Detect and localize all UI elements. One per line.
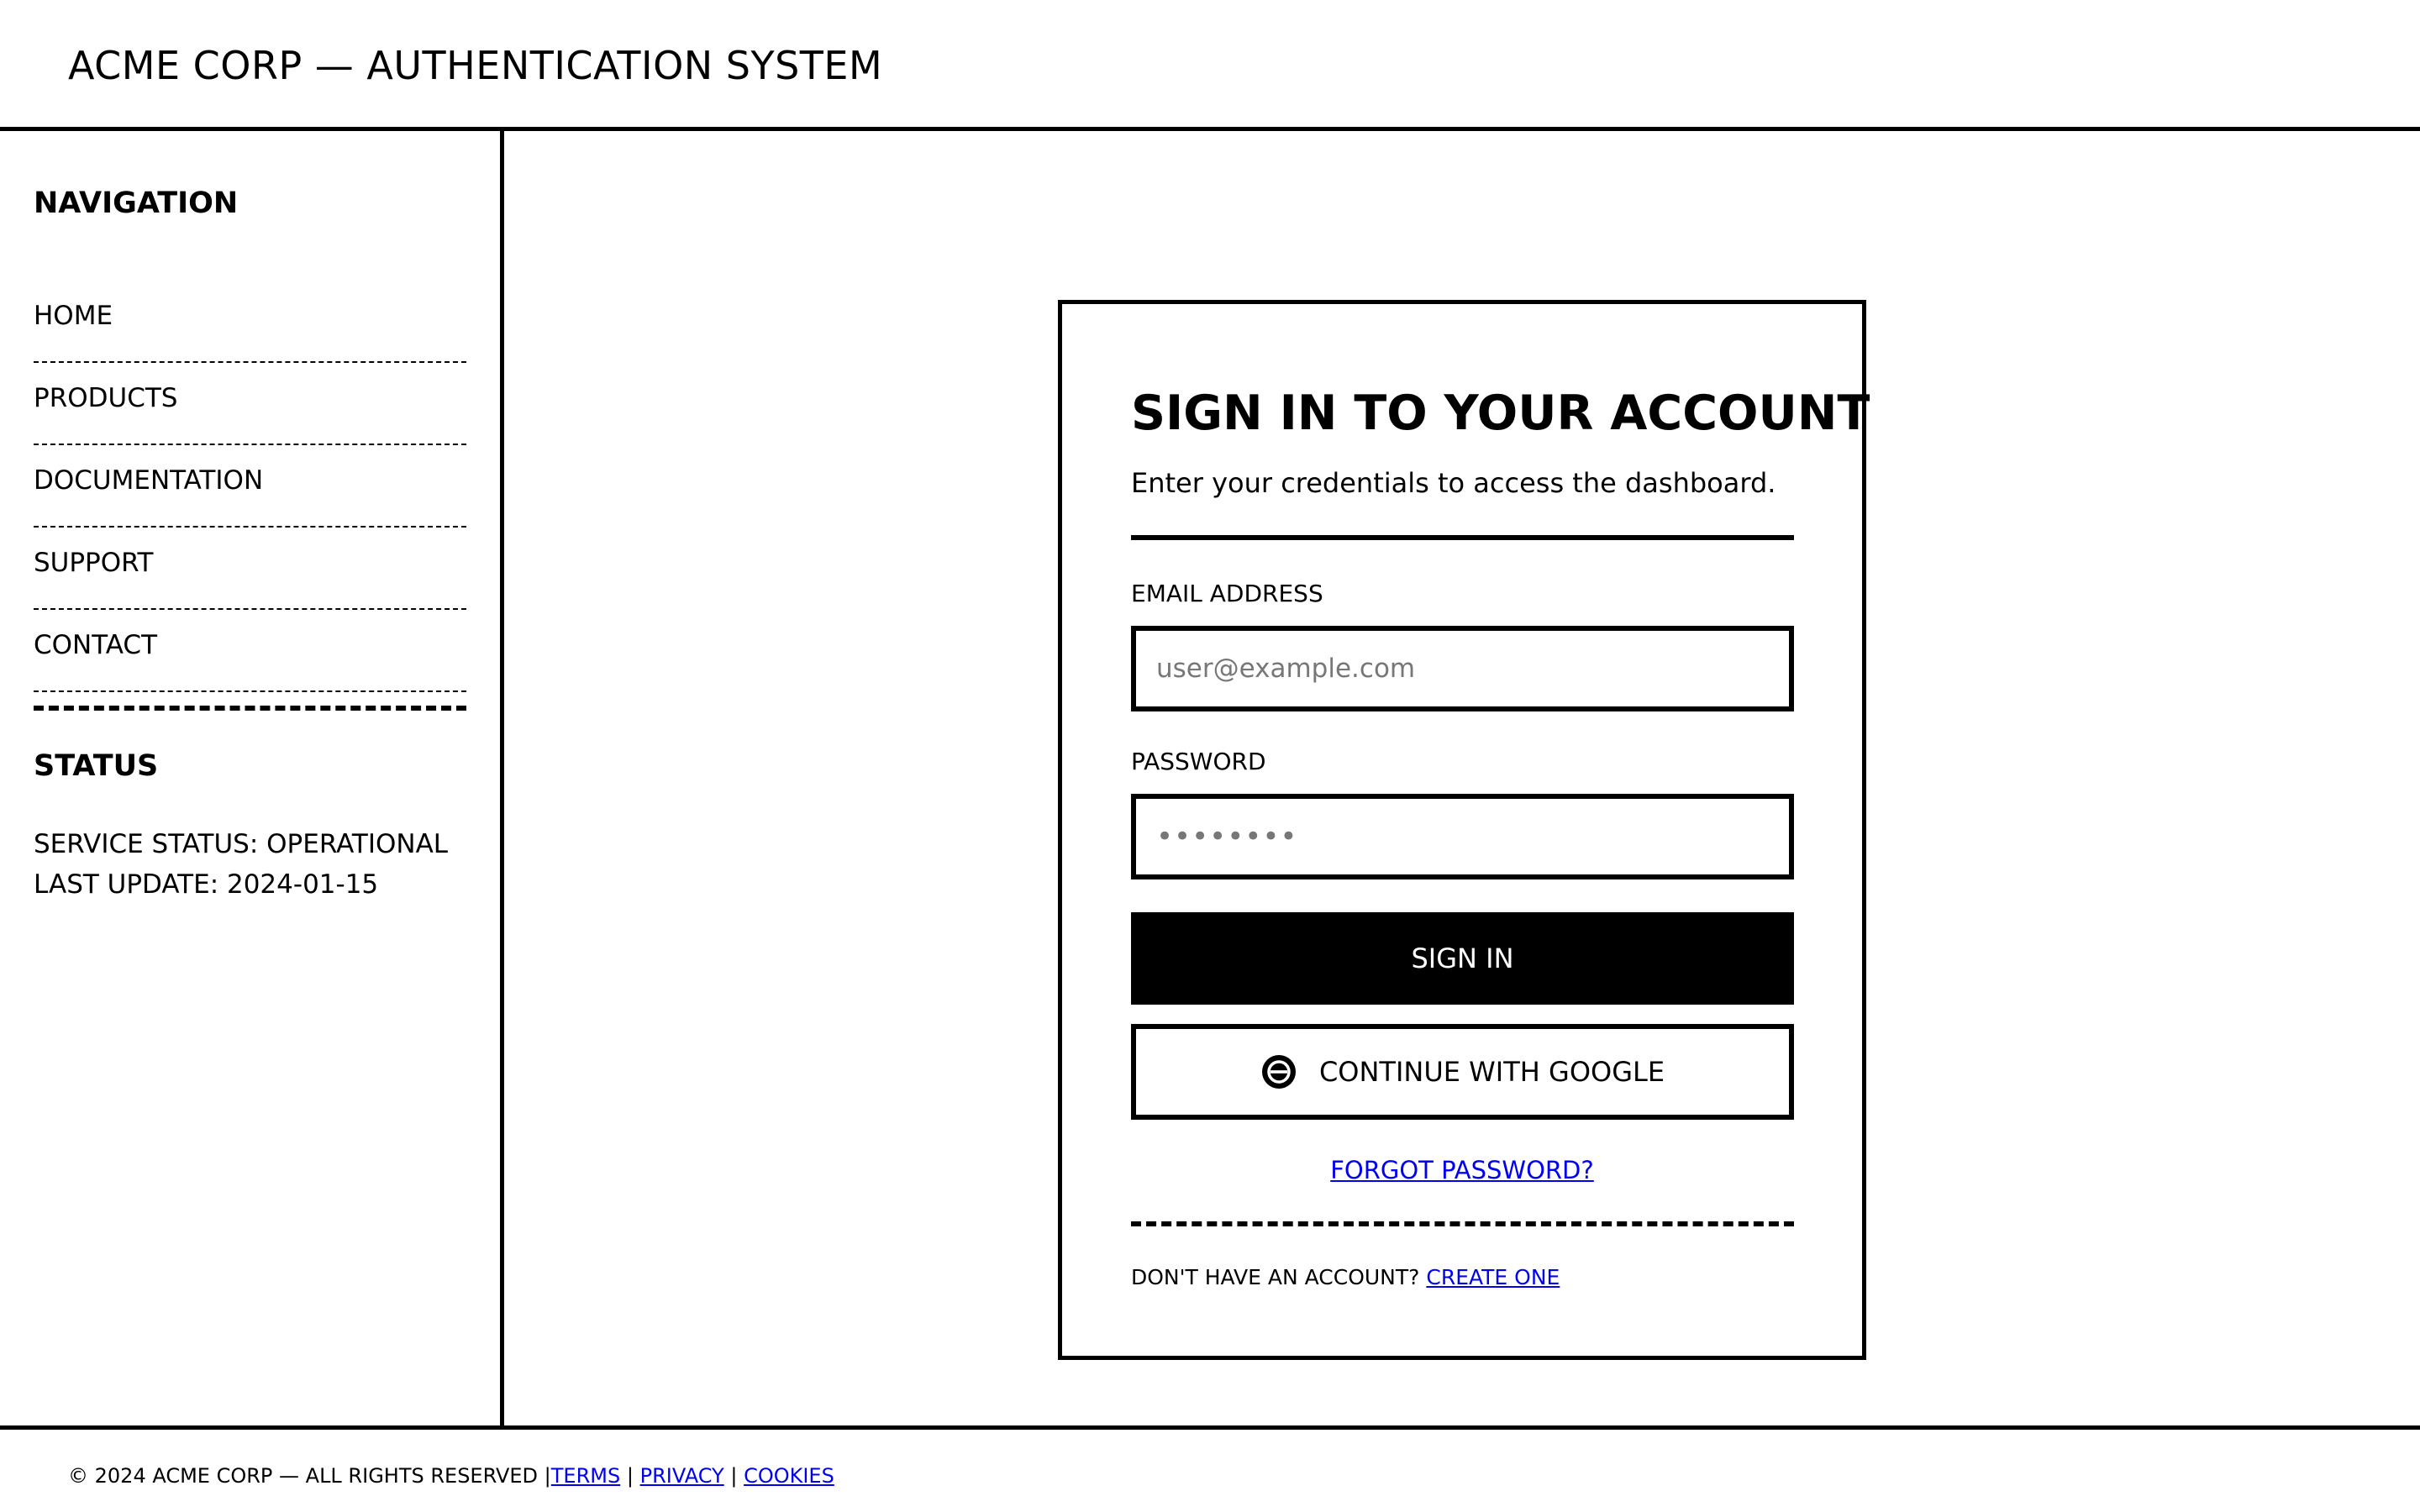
sidebar-item-contact[interactable] (34, 610, 466, 692)
signup-row (1131, 1263, 1560, 1292)
nav-list (34, 281, 466, 692)
google-icon (1260, 1053, 1297, 1090)
title-divider (1131, 535, 1794, 540)
last-update: LAST UPDATE: 2024-01-15 (34, 869, 379, 900)
email-field[interactable] (1131, 626, 1794, 711)
login-card (1058, 300, 1870, 1360)
navigation-heading: NAVIGATION (34, 186, 239, 220)
sidebar-divider (34, 706, 466, 711)
password-label: PASSWORD (1131, 748, 1266, 775)
sign-in-button[interactable]: SIGN IN (1131, 912, 1794, 1005)
footer-separator: | (544, 1464, 551, 1488)
sidebar-item-products[interactable] (34, 363, 466, 445)
create-account-link[interactable]: CREATE ONE (1426, 1265, 1560, 1289)
cookies-link[interactable]: COOKIES (744, 1464, 834, 1488)
sidebar-item-label: HOME (34, 301, 113, 331)
privacy-link[interactable]: PRIVACY (639, 1464, 724, 1488)
status-heading: STATUS (34, 749, 159, 783)
copyright-text: © 2024 ACME CORP — ALL RIGHTS RESERVED (68, 1464, 539, 1488)
login-subtitle: Enter your credentials to access the dashboard. (1131, 467, 1776, 499)
sidebar-item-label: DOCUMENTATION (34, 465, 264, 496)
footer-separator: | (730, 1464, 738, 1488)
sidebar-item-label: PRODUCTS (34, 383, 178, 413)
sidebar-item-label: SUPPORT (34, 548, 154, 578)
forgot-password-link[interactable]: FORGOT PASSWORD? (1330, 1156, 1594, 1184)
email-label: EMAIL ADDRESS (1131, 580, 1323, 607)
login-title: SIGN IN TO YOUR ACCOUNT (1131, 386, 1870, 441)
sidebar-item-documentation[interactable] (34, 445, 466, 528)
forgot-password-row (1062, 1154, 1862, 1186)
footer-line (68, 1462, 834, 1490)
card-divider (1131, 1221, 1794, 1226)
google-button-label: CONTINUE WITH GOOGLE (1318, 1056, 1665, 1088)
app-title: ACME CORP — AUTHENTICATION SYSTEM (68, 43, 883, 88)
sidebar-item-home[interactable] (34, 281, 466, 363)
page-footer (0, 1425, 2420, 1512)
no-account-text: DON'T HAVE AN ACCOUNT? (1131, 1265, 1420, 1289)
sidebar-item-support[interactable] (34, 528, 466, 610)
sidebar (0, 131, 504, 1428)
terms-link[interactable]: TERMS (550, 1464, 621, 1488)
password-field[interactable] (1131, 794, 1794, 879)
page-header (0, 0, 2420, 131)
footer-separator: | (626, 1464, 634, 1488)
sidebar-item-label: CONTACT (34, 630, 158, 660)
google-sign-in-button[interactable] (1131, 1024, 1794, 1120)
service-status: SERVICE STATUS: OPERATIONAL (34, 829, 449, 859)
